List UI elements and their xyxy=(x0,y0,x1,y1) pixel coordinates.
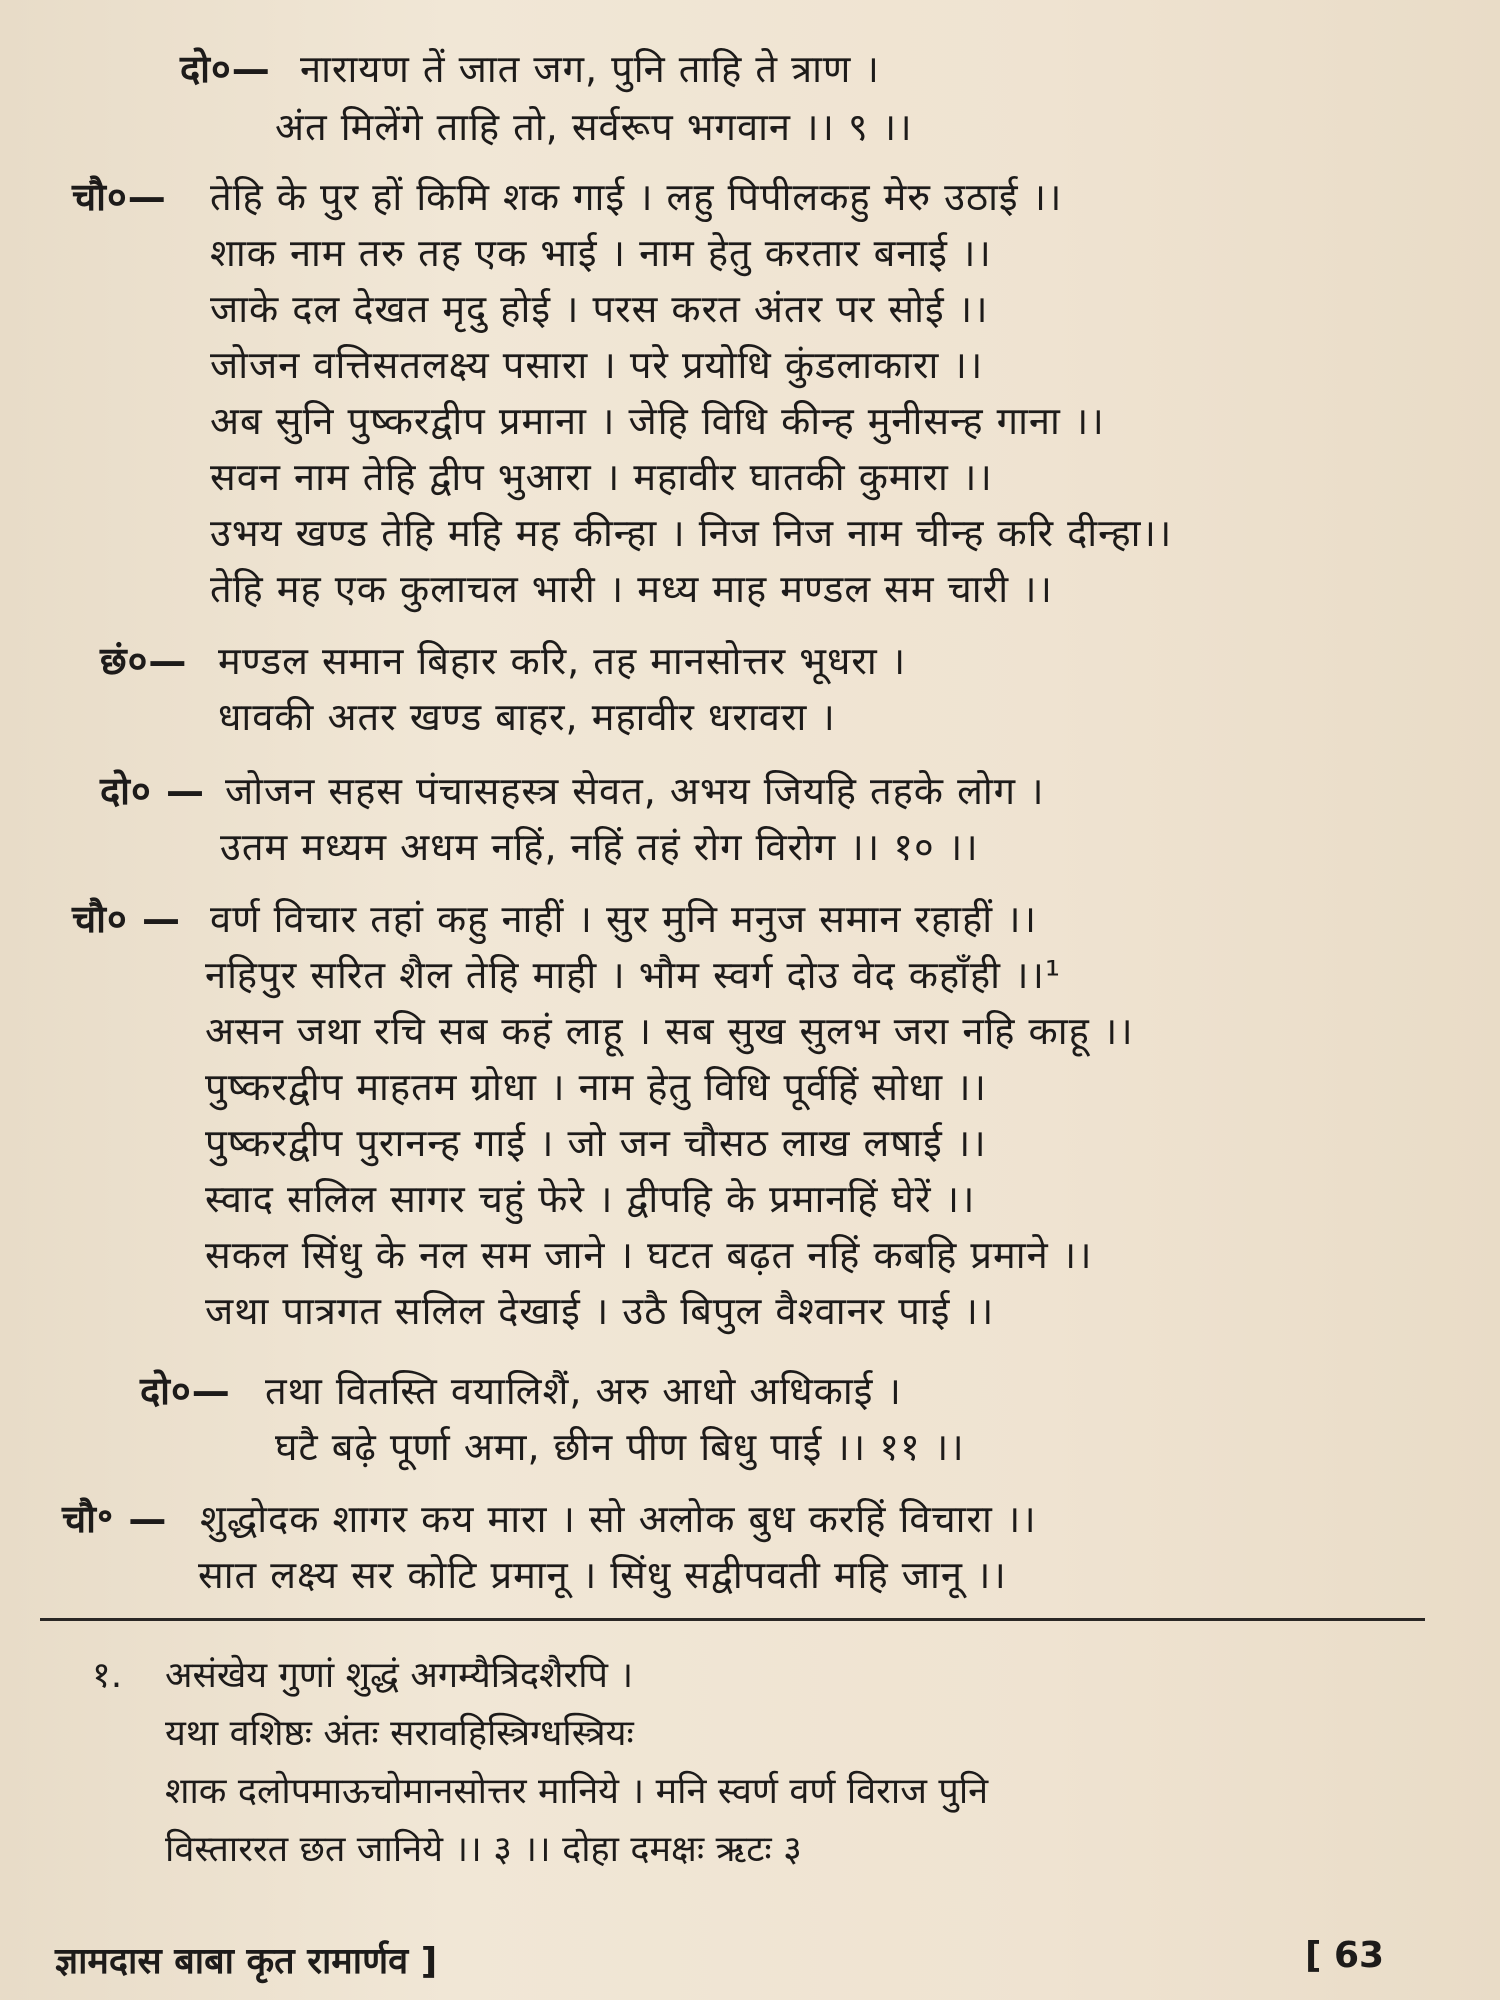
verse-text: स्वाद सलिल सागर चहुं फेरे । द्वीपहि के प्रमानहिं घेरें ।। xyxy=(205,1177,976,1221)
verse-line xyxy=(0,504,1500,562)
footnote-marker: १. xyxy=(92,1655,123,1696)
verse-text: तेहि मह एक कुलाचल भारी । मध्य माह मण्डल सम चारी ।। xyxy=(210,567,1053,611)
verse-text: जोजन सहस पंचासहस्त्र सेवत, अभय जियहि तहके लोग । xyxy=(225,769,1045,813)
verse-text: सवन नाम तेहि द्वीप भुआरा । महावीर घातकी कुमारा ।। xyxy=(210,455,993,499)
verse-line xyxy=(0,632,1500,690)
verse-line xyxy=(0,1490,1500,1548)
verse-text: अंत मिलेंगे ताहि तो, सर्वरूप भगवान ।। ९ ।। xyxy=(275,105,913,149)
verse-label: चौ० — xyxy=(72,897,181,941)
footnote-line: शाक दलोपमाऊचोमानसोत्तर मानिये । मनि स्वर्ण वर्ण विराज पुनि xyxy=(165,1771,989,1812)
verse-line xyxy=(0,762,1500,820)
verse-line xyxy=(0,1546,1500,1604)
verse-text: जोजन वत्तिसतलक्ष्य पसारा । परे प्रयोधि कुंडलाकारा ।। xyxy=(210,343,984,387)
verse-line xyxy=(0,40,1500,98)
verse-text: तेहि के पुर हों किमि शक गाई । लहु पिपीलकहु मेरु उठाई ।। xyxy=(210,175,1063,219)
verse-text: पुष्करद्वीप पुरानन्ह गाई । जो जन चौसठ लाख लषाई ।। xyxy=(205,1121,987,1165)
verse-text: मण्डल समान बिहार करि, तह मानसोत्तर भूधरा । xyxy=(218,639,907,683)
verse-text: असन जथा रचि सब कहं लाहू । सब सुख सुलभ जरा नहि काहू ।। xyxy=(205,1009,1134,1053)
footnote-line: असंखेय गुणां शुद्धं अगम्यैत्रिदशैरपि । xyxy=(165,1655,634,1696)
verse-text: जाके दल देखत मृदु होई । परस करत अंतर पर सोई ।। xyxy=(210,287,989,331)
verse-line xyxy=(0,336,1500,394)
verse-line xyxy=(0,98,1500,156)
footnote-line: यथा वशिष्ठः अंतः सरावहिस्त्रिग्धस्त्रियः xyxy=(165,1713,634,1754)
footnote-line: विस्ताररत छत जानिये ।। ३ ।। दोहा दमक्षः ऋटः ३ xyxy=(165,1829,802,1870)
verse-line xyxy=(0,280,1500,338)
verse-text: नहिपुर सरित शैल तेहि माही । भौम स्वर्ग दोउ वेद कहाँही ।।¹ xyxy=(205,953,1062,997)
verse-line xyxy=(0,1418,1500,1476)
verse-line xyxy=(0,392,1500,450)
verse-text: अब सुनि पुष्करद्वीप प्रमाना । जेहि विधि कीन्ह मुनीसन्ह गाना ।। xyxy=(210,399,1105,443)
verse-line xyxy=(0,224,1500,282)
page-number: [ 63 xyxy=(1305,1935,1385,1976)
verse-text: पुष्करद्वीप माहतम ग्रोधा । नाम हेतु विधि पूर्वहिं सोधा ।। xyxy=(205,1065,987,1109)
verse-line xyxy=(0,688,1500,746)
verse-line xyxy=(0,1226,1500,1284)
verse-line xyxy=(0,1362,1500,1420)
verse-text: घटै बढ़े पूर्णा अमा, छीन पीण बिधु पाई ।। ११ ।। xyxy=(275,1425,965,1469)
verse-text: सकल सिंधु के नल सम जाने । घटत बढ़त नहिं कबहि प्रमाने ।। xyxy=(205,1233,1093,1277)
verse-text: सात लक्ष्य सर कोटि प्रमानू । सिंधु सद्वीपवती महि जानू ।। xyxy=(198,1553,1007,1597)
verse-line xyxy=(0,560,1500,618)
verse-label: दो०— xyxy=(140,1369,231,1413)
verse-line xyxy=(0,168,1500,226)
verse-line xyxy=(0,1170,1500,1228)
book-title-footer: ज्ञामदास बाबा कृत रामार्णव ] xyxy=(55,1941,438,1982)
footnote-separator xyxy=(40,1618,1425,1621)
verse-text: शाक नाम तरु तह एक भाई । नाम हेतु करतार बनाई ।। xyxy=(210,231,992,275)
verse-text: तथा वितस्ति वयालिशैं, अरु आधो अधिकाई । xyxy=(265,1369,902,1413)
verse-label: छं०— xyxy=(100,639,188,683)
verse-label: चौ॰ — xyxy=(62,1497,168,1541)
verse-label: दो० — xyxy=(100,769,206,813)
verse-line xyxy=(0,1282,1500,1340)
verse-line xyxy=(0,1002,1500,1060)
verse-label: चौ०— xyxy=(72,175,167,219)
verse-line xyxy=(0,1114,1500,1172)
verse-text: शुद्धोदक शागर कय मारा । सो अलोक बुध करहिं विचारा ।। xyxy=(200,1497,1037,1541)
verse-text: नारायण तें जात जग, पुनि ताहि ते त्राण । xyxy=(300,47,880,91)
verse-label: दो०— xyxy=(180,47,271,91)
verse-line xyxy=(0,946,1500,1004)
verse-text: धावकी अतर खण्ड बाहर, महावीर धरावरा । xyxy=(218,695,836,739)
verse-text: उतम मध्यम अधम नहिं, नहिं तहं रोग विरोग ।। १० ।। xyxy=(220,825,979,869)
verse-line xyxy=(0,818,1500,876)
verse-text: वर्ण विचार तहां कहु नाहीं । सुर मुनि मनुज समान रहाहीं ।। xyxy=(210,897,1037,941)
verse-line xyxy=(0,890,1500,948)
verse-text: उभय खण्ड तेहि महि मह कीन्हा । निज निज नाम चीन्ह करि दीन्हा।। xyxy=(210,511,1173,555)
verse-text: जथा पात्रगत सलिल देखाई । उठै बिपुल वैश्वानर पाई ।। xyxy=(205,1289,995,1333)
verse-line xyxy=(0,1058,1500,1116)
verse-line xyxy=(0,448,1500,506)
